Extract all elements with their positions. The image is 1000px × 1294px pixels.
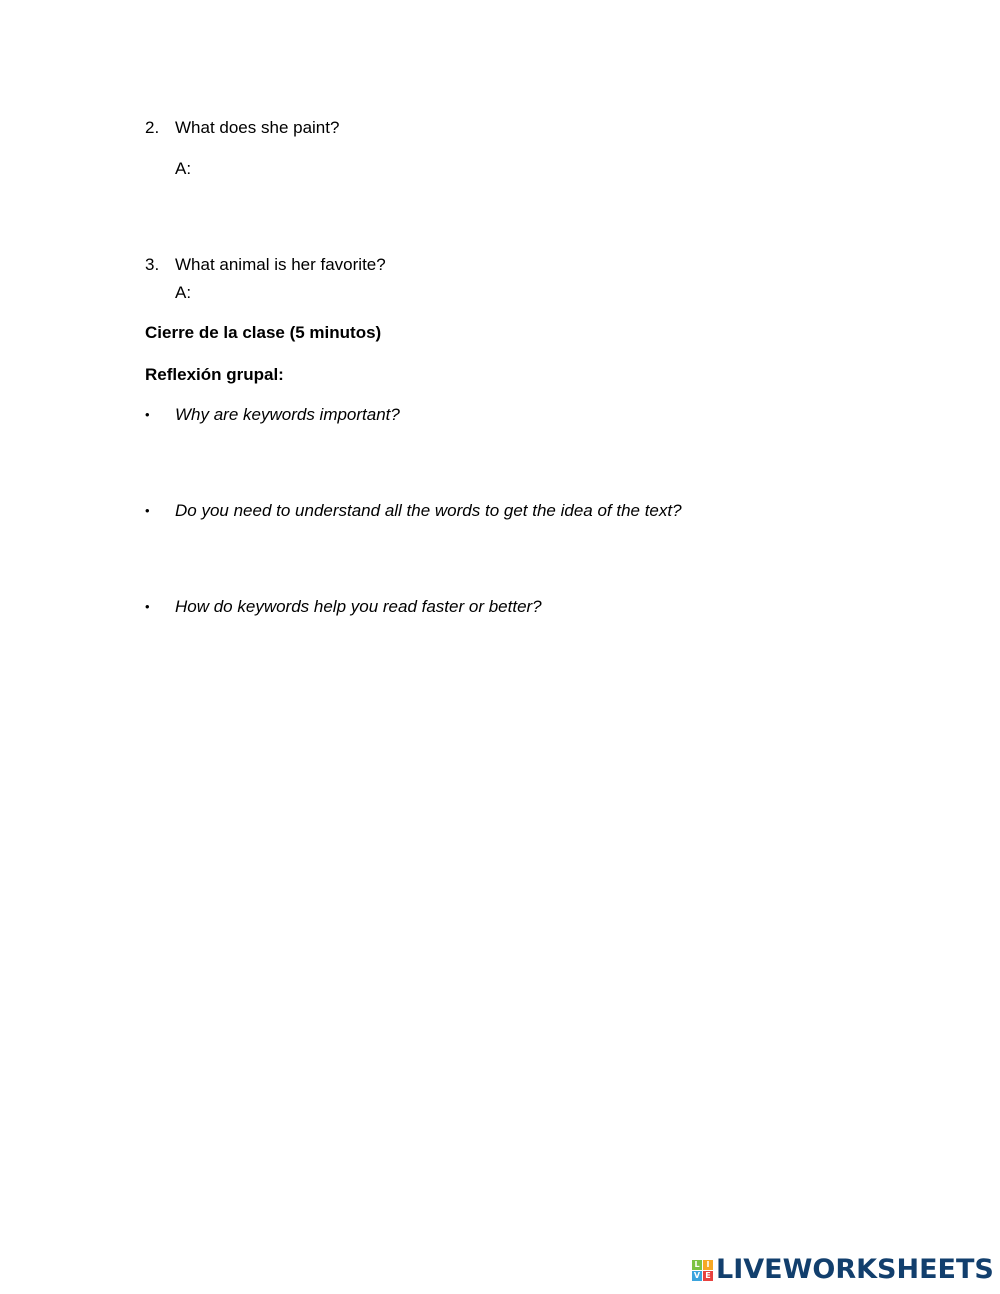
question-number: 3. — [145, 255, 160, 274]
question-number: 2. — [145, 118, 160, 137]
reflection-subtitle: Reflexión grupal: — [145, 365, 284, 384]
logo-mark-letter: L — [692, 1260, 702, 1270]
answer-label: A: — [175, 283, 192, 302]
logo-mark-letter: I — [703, 1260, 713, 1270]
logo-mark-icon — [692, 1260, 713, 1281]
logo-mark-letter: E — [703, 1271, 713, 1281]
reflection-question: Why are keywords important? — [175, 405, 400, 424]
question-text: What animal is her favorite? — [175, 255, 386, 274]
bullet-icon: • — [145, 503, 150, 518]
bullet-icon: • — [145, 407, 150, 422]
reflection-question: How do keywords help you read faster or better? — [175, 597, 542, 616]
reflection-question: Do you need to understand all the words to get the idea of the text? — [175, 501, 682, 520]
liveworksheets-logo — [692, 1255, 994, 1285]
answer-label: A: — [175, 159, 192, 178]
bullet-icon: • — [145, 599, 150, 614]
closing-title: Cierre de la clase (5 minutos) — [145, 323, 382, 342]
logo-text: LIVEWORKSHEETS — [716, 1254, 994, 1285]
logo-mark-letter: V — [693, 1270, 701, 1280]
question-text: What does she paint? — [175, 118, 340, 137]
